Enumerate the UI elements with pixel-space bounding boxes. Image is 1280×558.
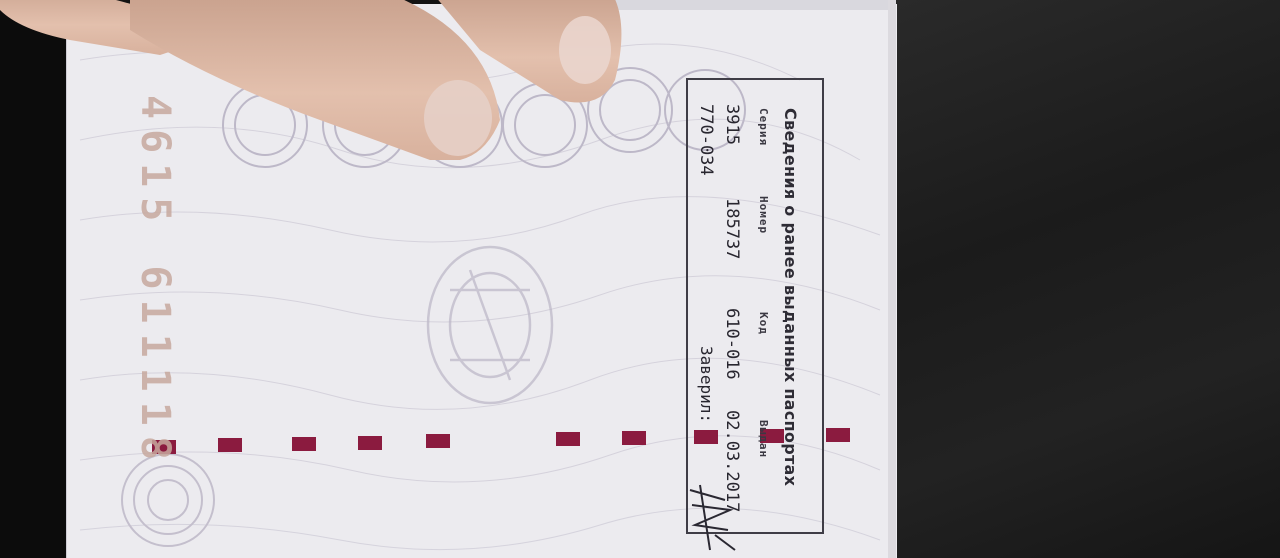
finger-holding-page [0, 0, 660, 160]
series-value: 3915 [722, 104, 742, 145]
perforated-serial-number: 4615 611118 [132, 95, 178, 470]
certified-label: Заверил: [697, 346, 716, 424]
issued-label: Выдан [757, 420, 770, 459]
issued-value: 02.03.2017 [722, 410, 742, 513]
code-label: Код [757, 312, 770, 335]
signature [680, 480, 740, 555]
stamp-title: Сведения о ранее выданных паспортах [781, 108, 800, 487]
number-value: 185737 [722, 198, 742, 260]
emblem-watermark [428, 247, 552, 403]
extra-code-value: 770-034 [696, 104, 716, 176]
number-label: Номер [757, 196, 770, 235]
series-label: Серия [757, 108, 770, 147]
code-value: 610-016 [722, 308, 742, 380]
